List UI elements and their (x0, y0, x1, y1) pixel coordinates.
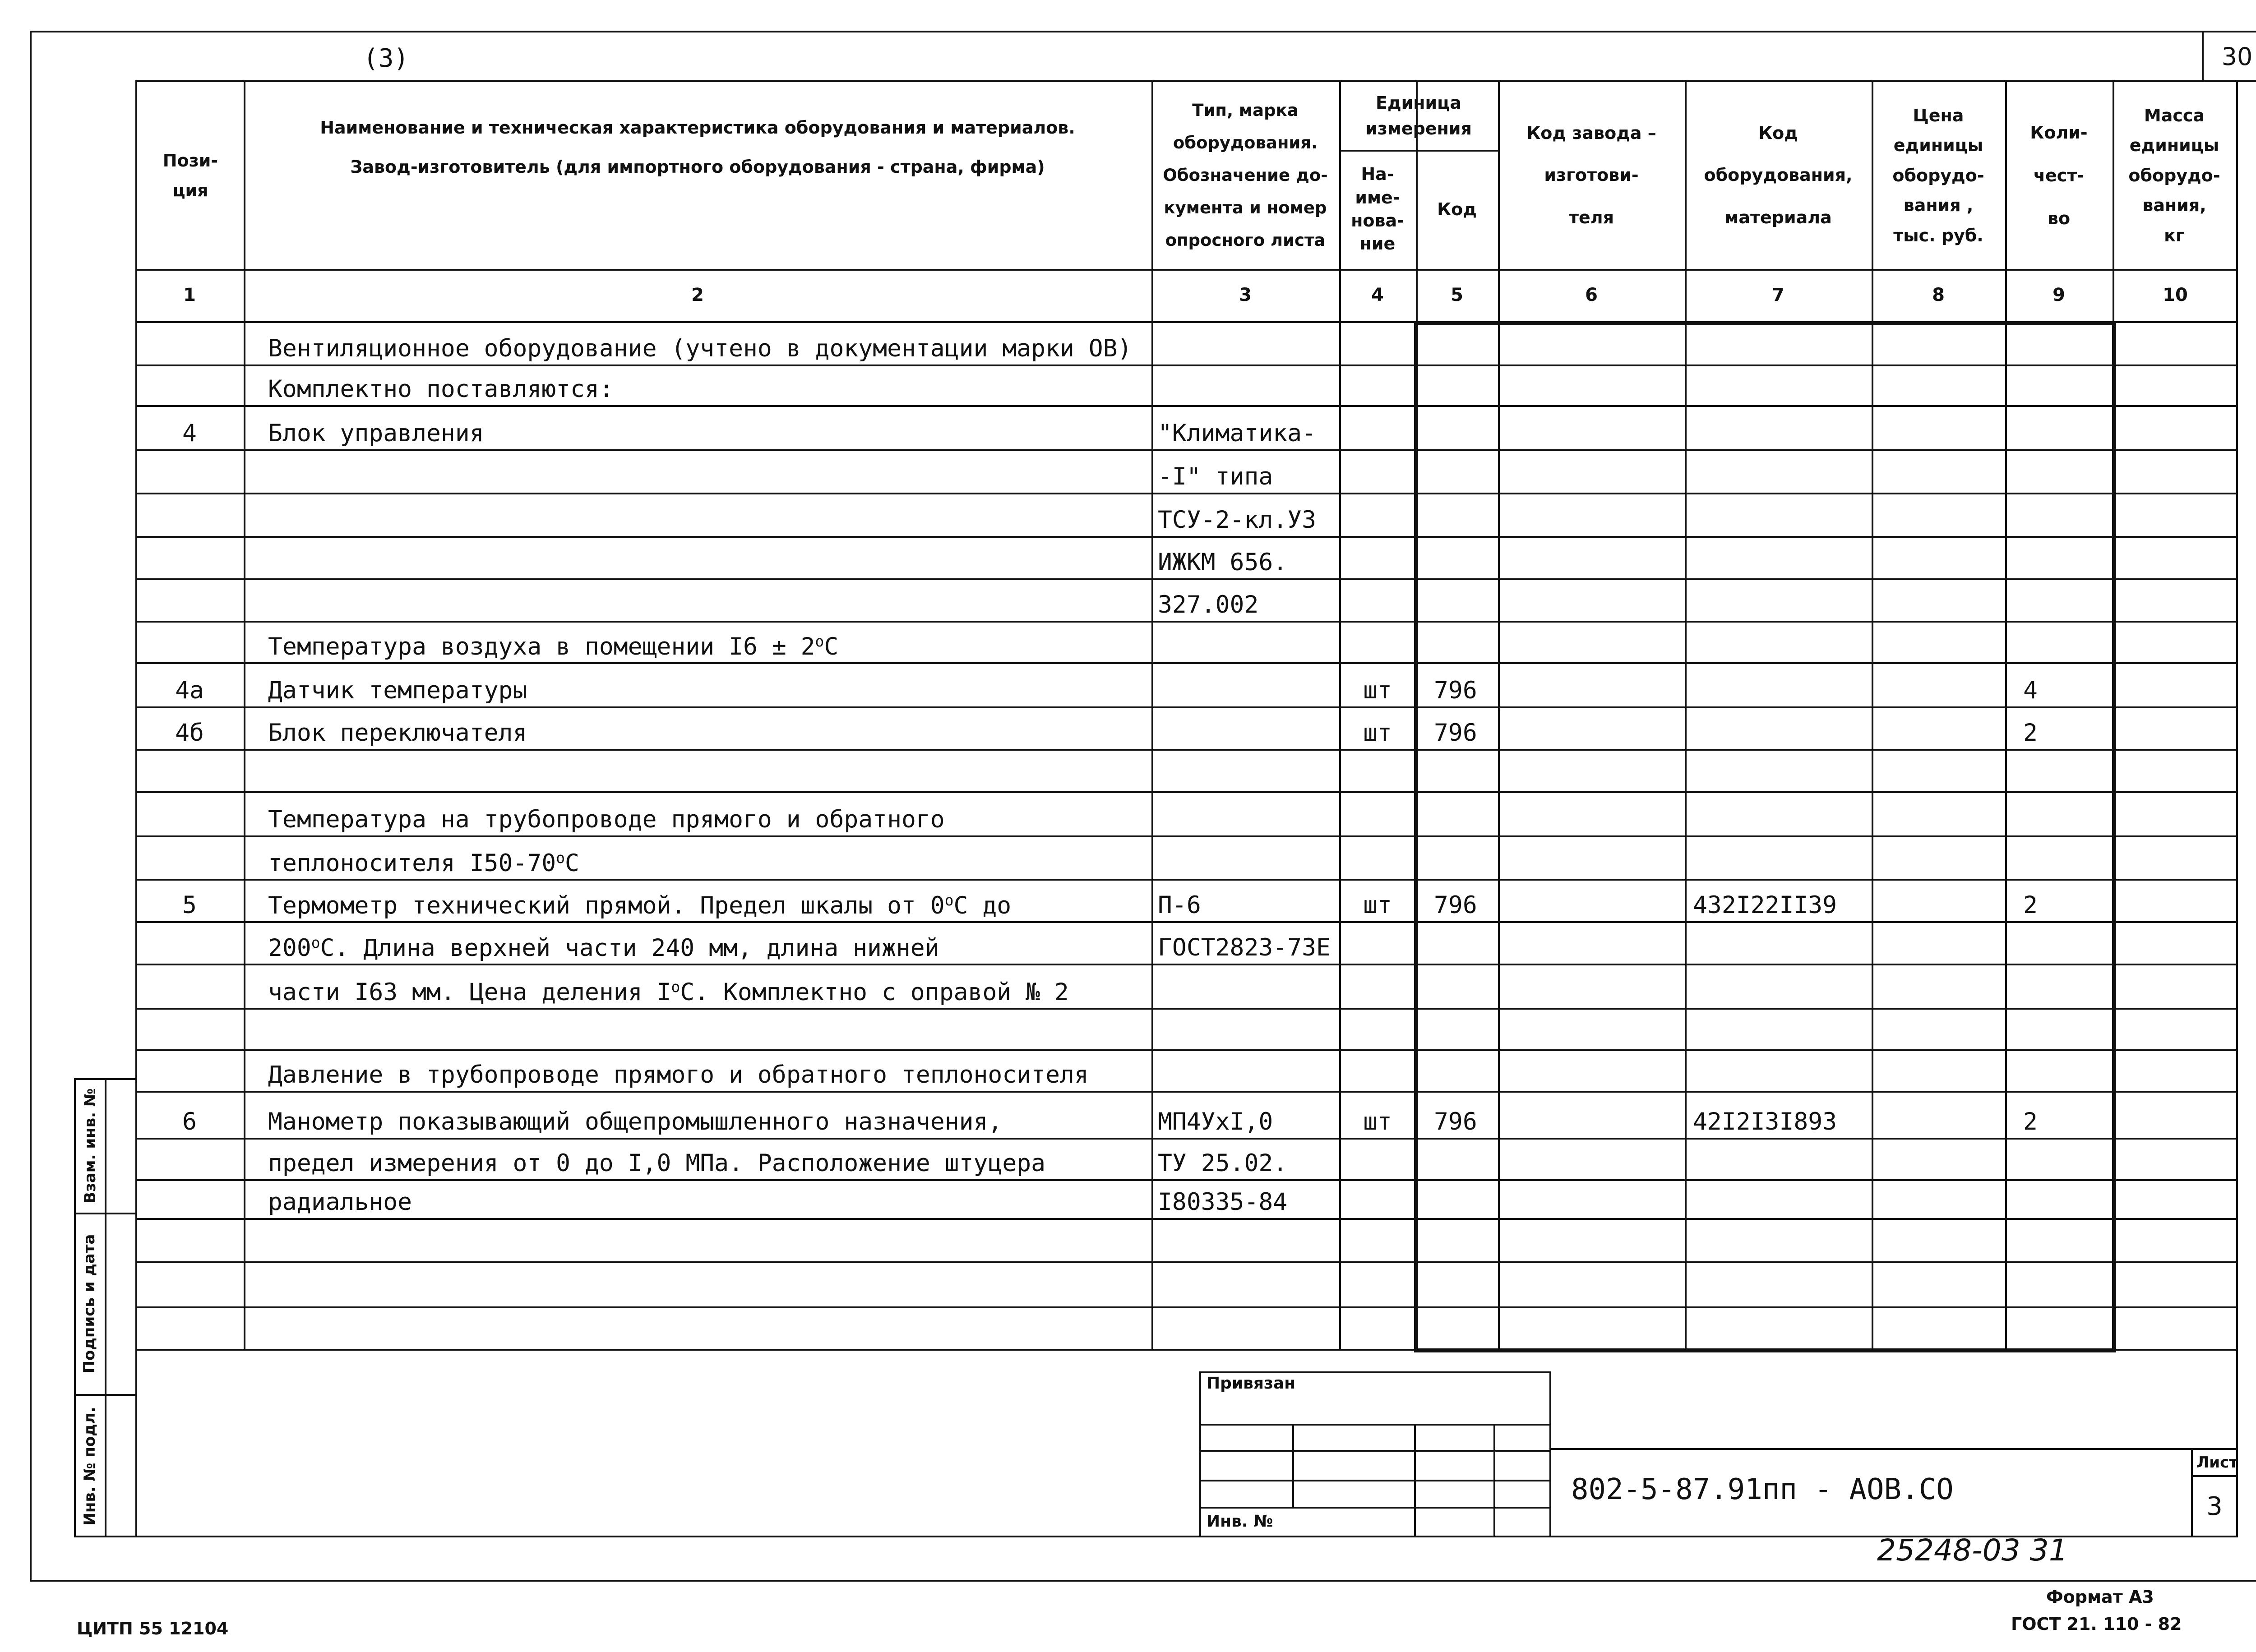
table-row (0, 964, 2256, 1008)
cell-type: "Климатика- (1158, 420, 1316, 447)
stamp-inv-label: Инв. № (1207, 1512, 1273, 1531)
cell-name: Температура воздуха в помещении $I6 \pm 2^оС$ (268, 632, 839, 661)
cell-material-code: 432I22II39 (1693, 891, 1837, 919)
table-row (0, 921, 2256, 964)
cell-type: МП4УхI,0 (1158, 1108, 1273, 1135)
header-price: Цена единицы оборудо- вания , тыс. руб. (1892, 105, 1984, 245)
cell-unit-code: 796 (1434, 677, 1477, 704)
degree-mark: о (311, 934, 320, 951)
column-number: 4 (1371, 285, 1384, 305)
column-number: 9 (2053, 285, 2065, 305)
footer-left: ЦИТП 55 12104 (77, 1619, 229, 1638)
table-row (0, 706, 2256, 749)
cell-name: части I63 мм. Цена деления $I^оС$. Комплектно с оправой № 2 (268, 978, 1069, 1006)
table-row (0, 1179, 2256, 1218)
header-material-code: Код оборудования, материала (1704, 123, 1853, 227)
table-row (0, 1306, 2256, 1349)
stamp-designation: 802-5-87.91пп - АОВ.СО (1571, 1473, 1954, 1506)
cell-type: ТУ 25.02. (1158, 1149, 1288, 1177)
cell-name: Блок управления (268, 420, 484, 447)
table-row (0, 1138, 2256, 1179)
cell-quantity: 2 (2023, 891, 2038, 919)
cell-type: 327.002 (1158, 591, 1259, 618)
table-row (0, 493, 2256, 536)
cell-type: ИЖКМ 656. (1158, 549, 1288, 576)
page-label: (3) (363, 44, 409, 73)
table-row (0, 835, 2256, 879)
header-unit: Единица измерения (1365, 93, 1472, 138)
stamp-line (1199, 1424, 1551, 1426)
degree-mark: о (815, 632, 824, 650)
stamp-list-value: 3 (2206, 1491, 2223, 1521)
side-label-vzam: Взам. инв. № (81, 1088, 99, 1204)
cell-name: теплоносителя $I50-70^оС$ (268, 849, 579, 877)
cell-position: 4а (175, 677, 204, 704)
side-label-podpis: Подпись и дата (80, 1234, 98, 1374)
stamp-list-label: Лист (2196, 1454, 2238, 1472)
footer-gost: ГОСТ 21. 110 - 82 (2011, 1614, 2182, 1634)
cell-unit-code: 796 (1434, 1108, 1477, 1135)
handwritten-number: 25248-03 31 (1877, 1533, 2068, 1568)
cell-quantity: 2 (2023, 719, 2038, 747)
header-type: Тип, марка оборудования. Обозначение до- кумента и номер опросного листа (1163, 100, 1328, 250)
cell-name: Вентиляционное оборудование (учтено в документации марки ОВ) (268, 335, 1132, 362)
table-row (0, 791, 2256, 835)
degree-mark: о (671, 978, 680, 996)
stamp-line (1493, 1424, 1495, 1537)
table-row (0, 1008, 2256, 1049)
cell-quantity: 2 (2023, 1108, 2038, 1135)
table-row (0, 1261, 2256, 1306)
column-number: 5 (1451, 285, 1463, 305)
table-row (0, 321, 2256, 365)
header-quantity: Коли- чест- во (2030, 122, 2088, 228)
column-number: 6 (1585, 285, 1598, 305)
footer-format: Формат А3 (2046, 1587, 2154, 1607)
table-row (0, 662, 2256, 706)
header-mass: Масса единицы оборудо- вания, кг (2128, 105, 2220, 245)
cell-type: -I" типа (1158, 463, 1273, 490)
row-line (135, 1349, 2238, 1351)
cell-material-code: 42I2I3I893 (1693, 1108, 1837, 1135)
table-row (0, 405, 2256, 449)
cell-name: предел измерения от 0 до I,0 МПа. Расположение штуцера (268, 1149, 1046, 1177)
table-row (0, 578, 2256, 621)
cell-unit-code: 796 (1434, 891, 1477, 919)
cell-name: Комплектно поставляются: (268, 375, 614, 403)
header-position: Пози- ция (162, 150, 218, 200)
cell-position: 4б (175, 719, 204, 747)
cell-unit: шт (1363, 1108, 1392, 1135)
cell-position: 4 (182, 420, 197, 447)
table-row (0, 879, 2256, 921)
cell-name: Давление в трубопроводе прямого и обратного теплоносителя (268, 1061, 1089, 1089)
stamp-line (1199, 1450, 1551, 1452)
table-row (0, 1091, 2256, 1138)
table-row (0, 536, 2256, 578)
table-row (0, 365, 2256, 405)
header-unit-code: Код (1437, 199, 1477, 219)
stamp-privyazan-label: Привязан (1207, 1374, 1296, 1393)
cell-unit-code: 796 (1434, 719, 1477, 747)
cell-type: I80335-84 (1158, 1188, 1288, 1216)
side-label-inv: Инв. № подл. (81, 1407, 99, 1526)
header-name: Наименование и техническая характеристика оборудования и материалов. Завод-изготовитель (для импортного оборудования - страна, фирма) (320, 117, 1075, 177)
table-row (0, 449, 2256, 493)
cell-unit: шт (1363, 891, 1392, 919)
cell-name: Датчик температуры (268, 677, 527, 704)
table-row (0, 1218, 2256, 1261)
cell-unit: шт (1363, 677, 1392, 704)
cell-position: 6 (182, 1108, 197, 1135)
stamp-line (1199, 1480, 1551, 1481)
cell-type: П-6 (1158, 891, 1201, 919)
cell-unit: шт (1363, 719, 1392, 747)
side-divider (105, 1078, 106, 1537)
table-row (0, 621, 2256, 662)
header-factory-code: Код завода – изготови- теля (1526, 123, 1656, 227)
cell-name: $200^оС$. Длина верхней части 240 мм, длина нижней (268, 934, 939, 962)
cell-name: радиальное (268, 1188, 412, 1216)
column-number: 7 (1772, 285, 1784, 305)
cell-name: Температура на трубопроводе прямого и обратного (268, 806, 945, 833)
cell-type: ГОСТ2823-73Е (1158, 934, 1331, 961)
column-number: 1 (183, 285, 196, 305)
column-number: 8 (1932, 285, 1945, 305)
stamp-line (1199, 1507, 1551, 1509)
degree-mark: о (944, 891, 954, 909)
stamp-line (1414, 1424, 1416, 1537)
table-row (0, 1049, 2256, 1091)
cell-type: ТСУ-2-кл.У3 (1158, 506, 1316, 534)
column-number: 10 (2163, 285, 2188, 305)
column-number: 2 (691, 285, 704, 305)
table-row (0, 749, 2256, 791)
stamp-line (1292, 1424, 1294, 1507)
cell-position: 5 (182, 891, 197, 919)
cell-name: Термометр технический прямой. Предел шкалы от $0^оС$ до (268, 891, 1012, 920)
stamp-line (1551, 1448, 2238, 1450)
cell-quantity: 4 (2023, 677, 2038, 704)
header-unit-name: На- име- нова- ние (1351, 164, 1404, 254)
page-number: 30 (2221, 42, 2253, 71)
cell-name: Блок переключателя (268, 719, 527, 747)
column-number: 3 (1239, 285, 1252, 305)
degree-mark: о (556, 849, 565, 867)
cell-name: Манометр показывающий общепромышленного назначения, (268, 1108, 1003, 1135)
